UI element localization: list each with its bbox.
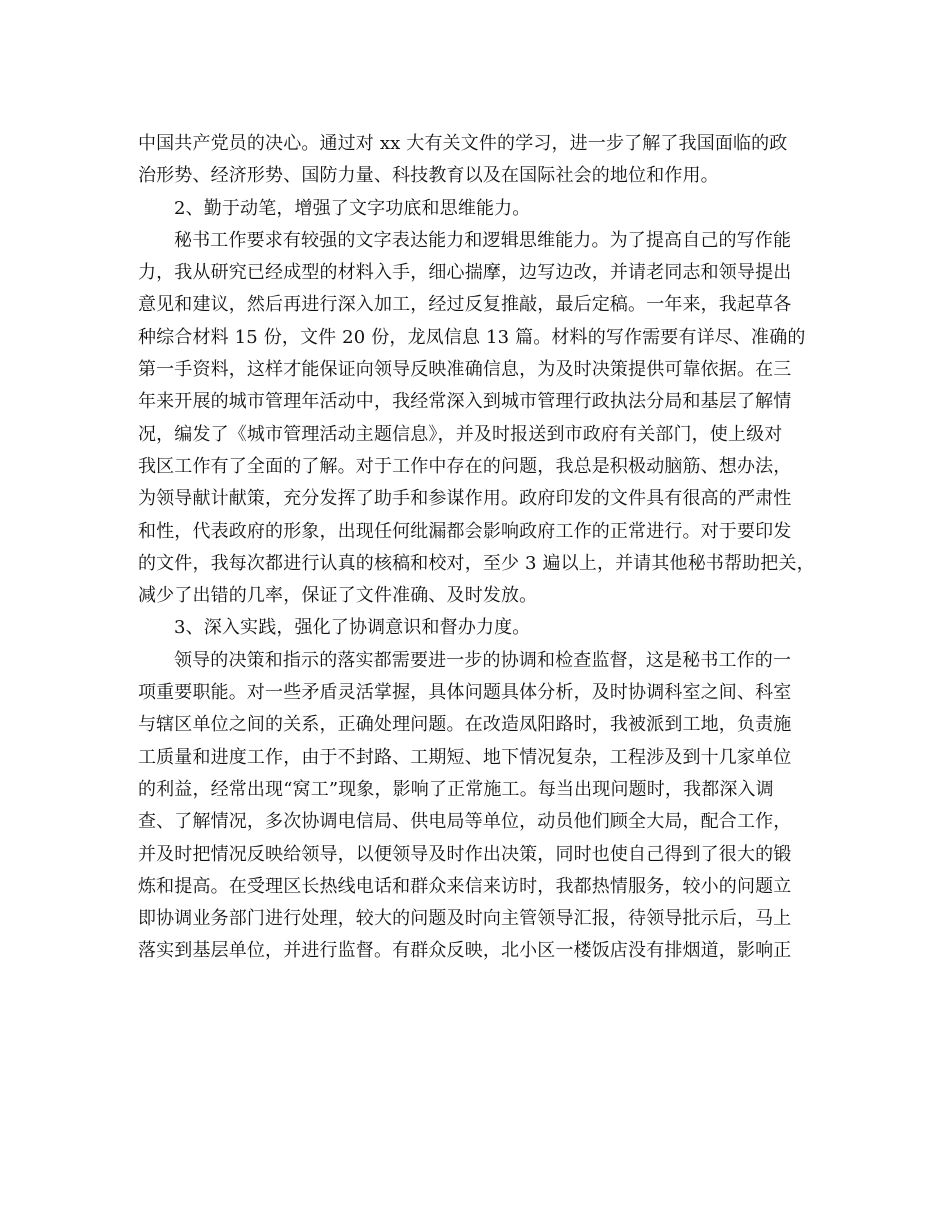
section-heading: 2、勤于动笔，增强了文字功底和思维能力。 — [174, 197, 531, 219]
text-line: 即协调业务部门进行处理，较大的问题及时向主管领导汇报，待领导批示后，马上 — [138, 908, 792, 930]
text-line: 年来开展的城市管理年活动中，我经常深入到城市管理行政执法分局和基层了解情 — [138, 391, 792, 413]
text-line: 力，我从研究已经成型的材料入手，细心揣摩，边写边改，并请老同志和领导提出 — [138, 262, 792, 284]
text-line: 种综合材料 15 份，文件 20 份，龙凤信息 13 篇。材料的写作需要有详尽、准确的 — [138, 326, 806, 348]
text-line: 并及时把情况反映给领导，以便领导及时作出决策，同时也使自己得到了很大的锻 — [138, 843, 792, 865]
paragraph-start: 秘书工作要求有较强的文字表达能力和逻辑思维能力。为了提高自己的写作能 — [174, 229, 792, 251]
text-line: 落实到基层单位，并进行监督。有群众反映，北小区一楼饭店没有排烟道，影响正 — [138, 940, 792, 962]
text-line: 我区工作有了全面的了解。对于工作中存在的问题，我总是积极动脑筋、想办法， — [138, 455, 792, 477]
text-line: 与辖区单位之间的关系，正确处理问题。在改造凤阳路时，我被派到工地，负责施 — [138, 714, 792, 736]
text-line: 项重要职能。对一些矛盾灵活掌握，具体问题具体分析，及时协调科室之间、科室 — [138, 682, 792, 704]
text-line: 第一手资料，这样才能保证向领导反映准确信息，为及时决策提供可靠依据。在三 — [138, 359, 792, 381]
text-line: 况，编发了《城市管理活动主题信息》，并及时报送到市政府有关部门，使上级对 — [138, 423, 783, 445]
text-line: 中国共产党员的决心。通过对 xx 大有关文件的学习，进一步了解了我国面临的政 — [138, 133, 788, 154]
text-line: 炼和提高。在受理区长热线电话和群众来信来访时，我都热情服务，较小的问题立 — [138, 875, 792, 897]
text-line: 意见和建议，然后再进行深入加工，经过反复推敲，最后定稿。一年来，我起草各 — [138, 294, 792, 316]
text-line: 的文件，我每次都进行认真的核稿和校对，至少 3 遍以上，并请其他秘书帮助把关， — [138, 552, 815, 574]
paragraph-start: 领导的决策和指示的落实都需要进一步的协调和检查监督，这是秘书工作的一 — [174, 649, 792, 671]
text-line: 工质量和进度工作，由于不封路、工期短、地下情况复杂，工程涉及到十几家单位 — [138, 746, 792, 768]
body-text — [138, 128, 818, 968]
text-line: 的利益，经常出现“窝工”现象，影响了正常施工。每当出现问题时，我都深入调 — [138, 778, 774, 800]
text-line: 为领导献计献策，充分发挥了助手和参谋作用。政府印发的文件具有很高的严肃性 — [138, 488, 792, 510]
text-line: 治形势、经济形势、国防力量、科技教育以及在国际社会的地位和作用。 — [138, 165, 719, 187]
text-line: 查、了解情况，多次协调电信局、供电局等单位，动员他们顾全大局，配合工作， — [138, 811, 792, 833]
section-heading: 3、深入实践，强化了协调意识和督办力度。 — [174, 617, 531, 639]
text-line: 减少了出错的几率，保证了文件准确、及时发放。 — [138, 585, 538, 607]
text-line: 和性，代表政府的形象，出现任何纰漏都会影响政府工作的正常进行。对于要印发 — [138, 520, 792, 542]
